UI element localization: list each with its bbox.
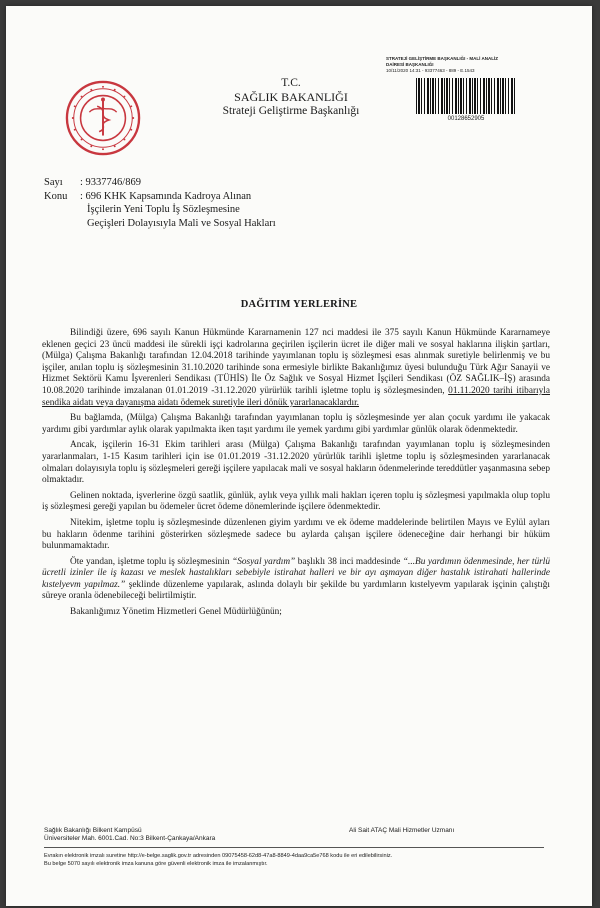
sayi-label: Sayı [44, 177, 63, 188]
paragraph-6-quote: “...Bu yardımın ödenmesinde, her türlü ücretli izinler ile iş kazası ve meslek hastalıkları sebebiyle istirahat halleri ve bir ayı aşmayan diğer hastalık istirahati hallerinde kıstelyevm yapılmaz.” [42, 556, 551, 590]
ministry-of-health-logo [64, 79, 142, 157]
document-footer [44, 827, 544, 867]
barcode-icon [416, 78, 516, 114]
konu-line1: : 696 KHK Kapsamında Kadroya Alınan [80, 190, 252, 202]
footer-divider [44, 847, 544, 848]
footer-address-1: Sağlık Bakanlığı Bilkent Kampüsü [44, 827, 142, 834]
document-meta [44, 176, 387, 230]
paragraph-4: Gelinen noktada, işverlerine özgü saatlik, günlük, aylık veya yıllık mali hakları içeren toplu iş sözleşmesi yapılmakla olup toplu iş sözleşmesi gereği yapılan bu ödemeler ücret ödeme dönemlerinde işçilere ödenmektedir. [42, 490, 550, 513]
barcode-number: 00128652905 [447, 116, 485, 122]
paragraph-2: Bu bağlamda, (Mülga) Çalışma Bakanlığı tarafından yayımlanan toplu iş sözleşmesinde yer alan çocuk yardımı ile yakacak yardımı gibi yardımlar aylık olarak yapılmakta iken taşıt yardımı ile yemek yardımı gibi yardımlar günlük olarak ödenmektedir. [42, 413, 550, 435]
paragraph-6-quote-title: “Sosyal yardım” [232, 556, 296, 567]
header-tc: T.C. [281, 77, 301, 89]
footer-verification-link[interactable]: Evrakın elektronik imzalı suretine http://e-belge.saglik.gov.tr adresinden 09075458-62d8-47a8-8849-4daa9ca5e768 kodu ile eri edilebilirsiniz. [44, 853, 393, 859]
paragraph-3: Ancak, işçilerin 16-31 Ekim tarihleri arası (Mülga) Çalışma Bakanlığı tarafından yayımlanan toplu iş sözleşmesinden yararlanmaları, 1-15 Kasım tarihleri için ise 01.01.2019 -31.12.2020 yürürlük tarihli işletme toplu iş sözleşmesinden yararlanacak olmaları dolayısıyla toplu iş sözleşmeleri gereği işçilere yapılacak mali ve sosyal hakların ödenmelerinde tereddütler yaşanmasına sebep olmaktadır. [42, 440, 550, 486]
header-department: Strateji Geliştirme Başkanlığı [222, 105, 360, 117]
footer-note [44, 852, 544, 868]
stamp-line3: 10/11/2020 14:31 - 93377463 - 889 - E.1543 [386, 68, 475, 73]
footer-contact: Ali Sait ATAÇ Mali Hizmetler Uzmanı [349, 827, 455, 834]
paragraph-1-underlined: 01.11.2020 tarihi itibarıyla sendika aidatı veya dayanışma aidatı ödemek suretiyle ileri dönük yararlanacaklardır. [42, 385, 550, 408]
paragraph-5: Nitekim, işletme toplu iş sözleşmesinde düzenlenen giyim yardımı ve ek ödeme maddelerinde belirtilen Mayıs ve Eylül ayları bu hakların ödenme tarihini gösterirken sözleşmede sadece bu aylarda çalışan işçilere ödeneceğine dair herhangi bir hüküm bulunmamaktadır. [42, 517, 550, 552]
document-body [42, 328, 550, 623]
paragraph-6 [42, 557, 550, 603]
konu-line2: İşçilerin Yeni Toplu İş Sözleşmesine [87, 204, 240, 215]
paragraph-1 [42, 328, 550, 409]
document-title: DAĞITIM YERLERİNE [240, 299, 358, 310]
konu-label: Konu [44, 190, 68, 202]
stamp-line1: STRATEJİ GELİŞTİRME BAŞKANLIĞI - MALİ ANALİZ [386, 56, 498, 61]
document-page [6, 6, 592, 906]
footer-address-2: Üniversiteler Mah. 6001.Cad. No:3 Bilkent-Çankaya/Ankara [44, 835, 216, 842]
paragraph-6-text-a: Öte yandan, işletme toplu iş sözleşmesinin [70, 556, 233, 567]
paragraph-1-text: Bilindiği üzere, 696 sayılı Kanun Hükmünde Kararnamenin 127 nci maddesi ile 375 sayılı Kanun Hükmünde Kararnameye eklenen geçici 23 üncü maddesi ile sürekli işçi kadrolarına geçirilen işçilerin ücret ile diğer mali ve sosyal haklarına ilişkin şartları, (Mülga) Çalışma Bakanlığı tarafından 12.04.2018 tarihinde yayımlanan toplu iş sözleşmesi esas alınmak suretiyle belirlenmiş ve bu işçiler, anılan toplu iş sözleşmesinin 31.10.2020 tarihinde sona ermesiyle birlikte Bakanlığımız üyesi bulunduğu Türk Ağır Sanayii ve Hizmet Sektörü Kamu İşverenleri Sendikası (TÜHİS) İle Öz Sağlık ve Sosyal Hizmet İşçileri Sendikası (ÖZ SAĞLIK–İŞ) arasında 10.08.2020 tarihinde imzalanan 01.01.2019 -31.12.2020 yürürlük tarihli işletme toplu iş sözleşmesinden, [42, 328, 550, 396]
konu-line3: Geçişleri Dolayısıyla Mali ve Sosyal Hakları [87, 217, 276, 229]
stamp-line2: DAİRESİ BAŞKANLIĞI [386, 62, 434, 67]
paragraph-7: Bakanlığımız Yönetim Hizmetleri Genel Müdürlüğünün; [70, 607, 282, 618]
paragraph-6-text-c: şeklinde düzenleme yapılarak, aslında dolaylı bir şekilde bu yardımların kıstelyevm yapılarak işçinin çalıştığı süreye oranla ödenebileceği belirtilmiştir. [42, 579, 550, 602]
paragraph-6-text-b: başlıklı 38 inci maddesinde [295, 556, 403, 567]
footer-esignature-note: Bu belge 5070 sayılı elektronik imza kanuna göre güvenli elektronik imza ile imzalanmıştır. [44, 861, 268, 867]
sayi-value: : 9337746/869 [80, 177, 141, 188]
registry-stamp [386, 56, 568, 136]
header-ministry: SAĞLIK BAKANLIĞI [234, 90, 348, 104]
